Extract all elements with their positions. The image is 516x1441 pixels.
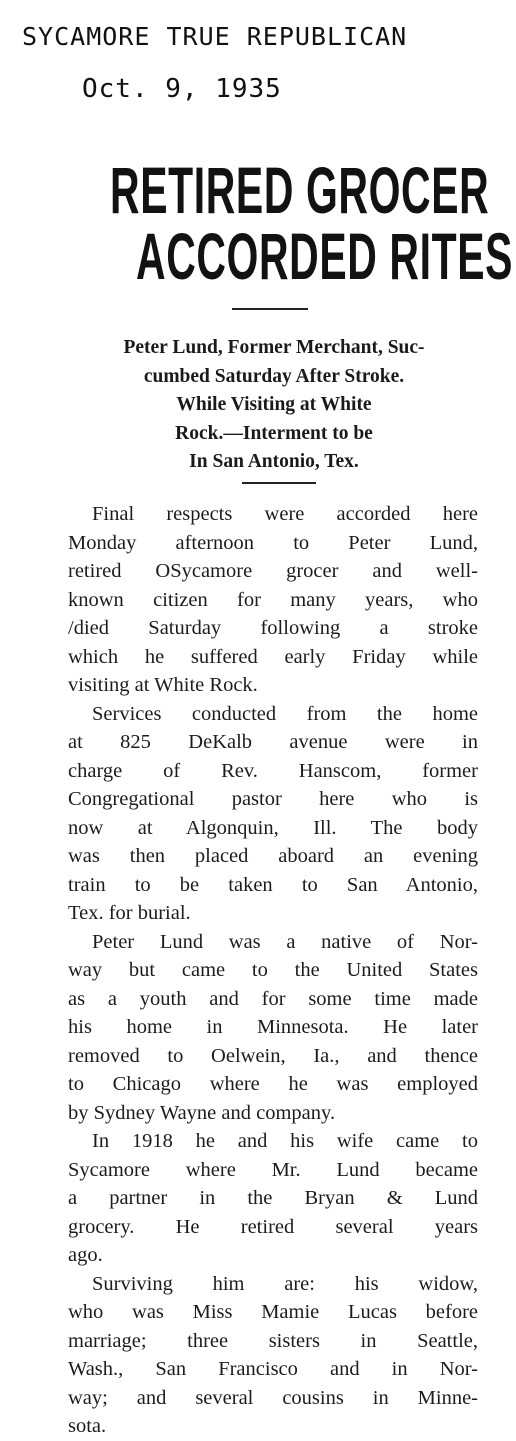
paragraph-3-line: way but came to the United States (68, 959, 478, 981)
paragraph-3-line: as a youth and for some time made (68, 987, 478, 1010)
paragraph-3-line: removed to Oelwein, Ia., and thence (68, 1044, 478, 1067)
paragraph-1-line: visiting at White Rock. (68, 674, 258, 696)
paragraph-4-line: ago. (68, 1244, 103, 1266)
paragraph-5-line: who was Miss Mamie Lucas before (68, 1301, 478, 1323)
paragraph-5-line: marriage; three sisters in Seattle, (68, 1329, 478, 1352)
paragraph-2-line: Services conducted from the home (92, 702, 478, 725)
subheadline-deck (62, 334, 486, 477)
paragraph-1-line: which he suffered early Friday while (68, 645, 478, 668)
paragraph-4-line: Sycamore where Mr. Lund became (68, 1158, 478, 1181)
paragraph-3-line: his home in Minnesota. He later (68, 1016, 478, 1038)
deck-line: Peter Lund, Former Merchant, Suc- (123, 337, 425, 358)
newspaper-name: SYCAMORE TRUE REPUBLICAN (22, 22, 408, 51)
paragraph-4-line: a partner in the Bryan & Lund (68, 1187, 478, 1209)
paragraph-5-line: Wash., San Francisco and in Nor- (68, 1358, 478, 1380)
paragraph-2-line: was then placed aboard an evening (68, 845, 478, 867)
paragraph-5-line: Surviving him are: his widow, (92, 1272, 478, 1295)
paragraph-2-line: Congregational pastor here who is (68, 788, 478, 810)
publication-date: Oct. 9, 1935 (82, 74, 282, 104)
headline-line-2: ACCORDED RITES (136, 219, 514, 293)
deck-line: Rock.—Interment to be (175, 422, 373, 444)
paragraph-4-line: In 1918 he and his wife came to (92, 1130, 478, 1152)
paragraph-2-line: charge of Rev. Hanscom, former (68, 759, 478, 782)
headline-divider (232, 308, 308, 310)
paragraph-3-line: Peter Lund was a native of Nor- (92, 930, 478, 953)
paragraph-3-line: to Chicago where he was employed (68, 1073, 478, 1095)
paragraph-2-line: now at Algonquin, Ill. The body (68, 816, 478, 839)
paragraph-3-line: by Sydney Wayne and company. (68, 1101, 336, 1124)
paragraph-5-line: sota. (68, 1415, 107, 1437)
paragraph-1-line: retired OSycamore grocer and well- (68, 560, 478, 582)
paragraph-1-line: Final respects were accorded here (92, 503, 478, 525)
headline-line-1: RETIRED GROCER (110, 153, 490, 227)
paragraph-1-line: Monday afternoon to Peter Lund, (68, 531, 478, 554)
paragraph-4-line: grocery. He retired several years (68, 1215, 478, 1238)
paragraph-5-line: way; and several cousins in Minne- (68, 1386, 478, 1409)
paragraph-1-line: /died Saturday following a stroke (68, 617, 478, 639)
deck-line: In San Antonio, Tex. (189, 451, 359, 472)
deck-divider (242, 482, 316, 484)
paragraph-2-line: Tex. for burial. (68, 902, 191, 924)
deck-line: While Visiting at White (176, 394, 372, 415)
paragraph-2-line: at 825 DeKalb avenue were in (68, 731, 478, 753)
deck-line: cumbed Saturday After Stroke. (143, 365, 405, 387)
paragraph-2-line: train to be taken to San Antonio, (68, 873, 478, 896)
article-body (68, 500, 478, 1441)
paragraph-1-line: known citizen for many years, who (68, 588, 478, 611)
